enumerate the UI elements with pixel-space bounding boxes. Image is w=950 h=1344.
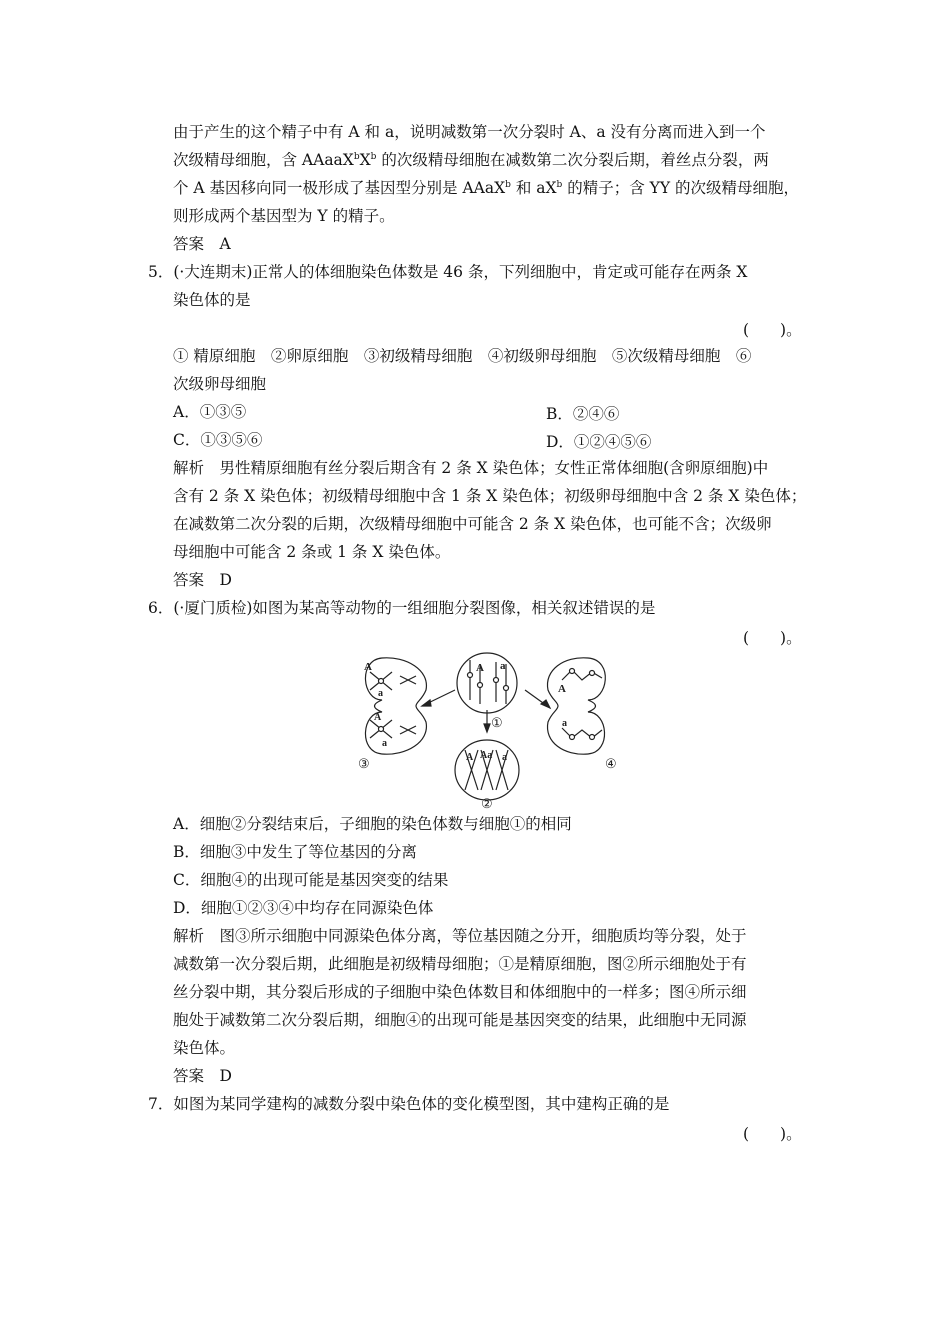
option-b: B．细胞③中发生了等位基因的分离 <box>173 843 417 861</box>
option-a: A．①③⑤ <box>173 403 247 421</box>
answer-blank: ( )。 <box>743 629 802 647</box>
allele-label: a <box>378 688 383 699</box>
cell-2 <box>455 740 519 800</box>
cell-2-label: ② <box>481 796 493 810</box>
option-c: C．①③⑤⑥ <box>173 431 263 449</box>
question-5-stem: 5．(·大连期末)正常人的体细胞染色体数是 46 条，下列细胞中，肯定或可能存在两条 X <box>148 263 748 281</box>
option-a: A．细胞②分裂结束后，子细胞的染色体数与细胞①的相同 <box>173 815 572 833</box>
explanation-line: 解析 男性精原细胞有丝分裂后期含有 2 条 X 染色体；女性正常体细胞(含卵原细胞)中 <box>173 459 769 477</box>
option-d: D．①②④⑤⑥ <box>546 433 652 451</box>
question-6-stem: 6．(·厦门质检)如图为某高等动物的一组细胞分裂图像，相关叙述错误的是 <box>148 599 656 617</box>
allele-label: a <box>562 718 567 729</box>
question-5-items: 次级卵母细胞 <box>173 375 267 393</box>
explanation-line: 母细胞中可能含 2 条或 1 条 X 染色体。 <box>173 543 451 561</box>
question-7-stem: 7．如图为某同学建构的减数分裂中染色体的变化模型图，其中建构正确的是 <box>148 1095 670 1113</box>
allele-label: A <box>364 661 372 673</box>
answer-text: 答案 D <box>173 571 232 589</box>
answer-blank: ( )。 <box>743 1125 802 1143</box>
explanation-line: 在减数第二次分裂的后期，次级精母细胞中可能含 2 条 X 染色体，也可能不含；次级卵 <box>173 515 772 533</box>
cell-4-label: ④ <box>605 756 617 771</box>
paragraph-line: 次级精母细胞，含 $AAaaX^bX^b$ 的次级精母细胞在减数第二次分裂后期，着丝点分裂，两 <box>173 151 769 169</box>
allele-label: A <box>558 683 566 695</box>
allele-label: A <box>476 662 484 674</box>
allele-label: Aa <box>480 750 493 761</box>
paragraph-line: 则形成两个基因型为 Y 的精子。 <box>173 207 395 225</box>
option-b: B．②④⑥ <box>546 405 620 423</box>
cell-1 <box>457 653 517 713</box>
allele-label: a <box>382 738 387 749</box>
answer-text: 答案 D <box>173 1067 232 1085</box>
explanation-line: 解析 图③所示细胞中同源染色体分离，等位基因随之分开，细胞质均等分裂，处于 <box>173 927 747 945</box>
answer-blank: ( )。 <box>743 321 802 339</box>
allele-label: A <box>374 712 382 723</box>
paragraph-line: 个 A 基因移向同一极形成了基因型分别是 AAaX$^b$ 和 $aX^b$ 的精子；含 YY 的次级精母细胞， <box>173 179 800 197</box>
explanation-line: 染色体。 <box>173 1039 236 1057</box>
explanation-line: 含有 2 条 X 染色体；初级精母细胞中含 1 条 X 染色体；初级卵母细胞中含 2 条 X 染色体； <box>173 487 807 505</box>
arrow-to-cell-3 <box>422 690 455 706</box>
option-c: C．细胞④的出现可能是基因突变的结果 <box>173 871 449 889</box>
answer-text: 答案 A <box>173 235 231 253</box>
allele-label: a <box>502 752 507 763</box>
allele-label: A <box>466 752 474 763</box>
explanation-line: 胞处于减数第二次分裂后期，细胞④的出现可能是基因突变的结果，此细胞中无同源 <box>173 1011 747 1029</box>
arrow-to-cell-4 <box>525 690 550 708</box>
question-5-items: ① 精原细胞 ②卵原细胞 ③初级精母细胞 ④初级卵母细胞 ⑤次级精母细胞 ⑥ <box>173 347 752 365</box>
option-d: D．细胞①②③④中均存在同源染色体 <box>173 899 434 917</box>
cell-4 <box>547 658 605 754</box>
cell-division-figure <box>350 650 630 810</box>
cell-3 <box>364 658 426 754</box>
paragraph-line: 由于产生的这个精子中有 A 和 a，说明减数第一次分裂时 A、a 没有分离而进入到一个 <box>173 123 766 141</box>
cell-3-label: ③ <box>358 756 370 771</box>
explanation-line: 丝分裂中期，其分裂后形成的子细胞中染色体数目和体细胞中的一样多；图④所示细 <box>173 983 747 1001</box>
explanation-line: 减数第一次分裂后期，此细胞是初级精母细胞；①是精原细胞，图②所示细胞处于有 <box>173 955 747 973</box>
question-5-stem: 染色体的是 <box>173 291 251 309</box>
cell-1-label: ① <box>491 715 503 730</box>
allele-label: a <box>500 660 506 672</box>
